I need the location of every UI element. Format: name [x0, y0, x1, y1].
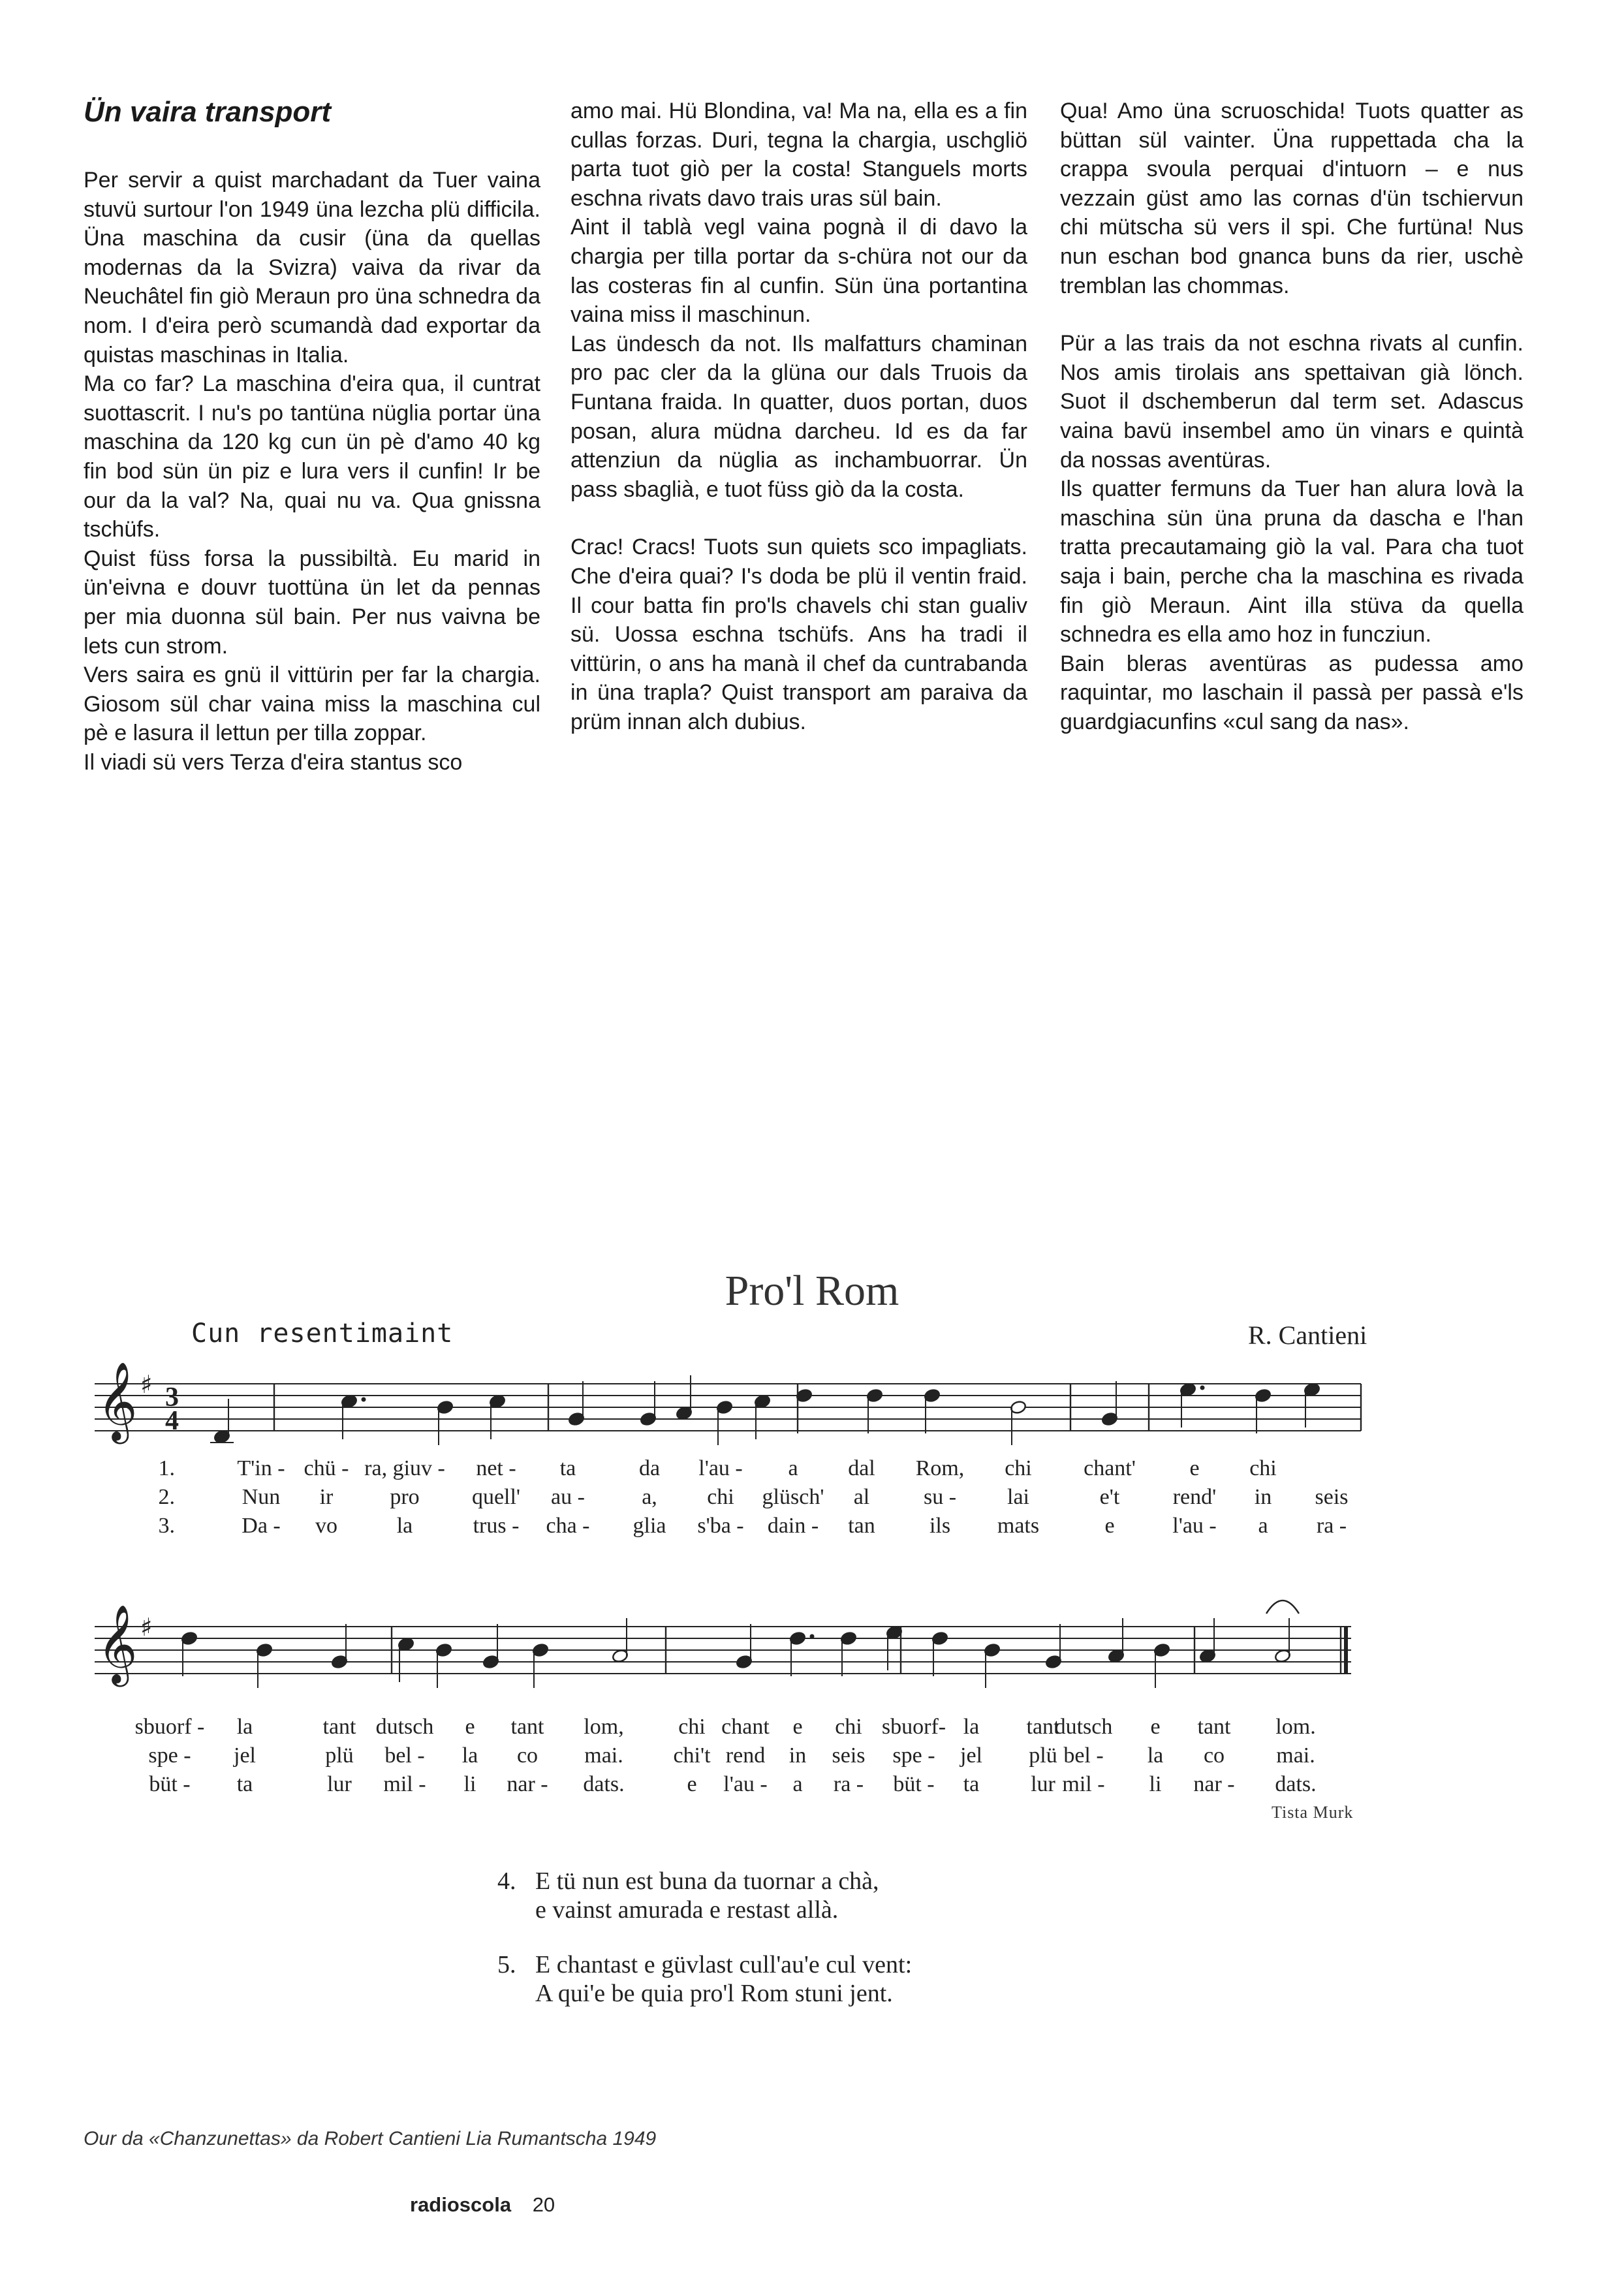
note-dot: [810, 1634, 815, 1639]
lyric-syllable: tant: [1026, 1715, 1060, 1739]
stanza-line: E tü nun est buna da tuornar a chà,: [535, 1867, 879, 1895]
lyric-syllable: ta: [963, 1772, 980, 1796]
lyric-syllable: büt -: [893, 1772, 935, 1796]
lyric-syllable: ir: [319, 1485, 334, 1509]
lyric-syllable: mil -: [383, 1772, 426, 1796]
paragraph: Il viadi sü vers Terza d'eira stantus sco: [84, 749, 463, 775]
lyric-syllable: Da -: [242, 1514, 281, 1538]
stanza-5: [497, 1950, 912, 2008]
note-dot: [362, 1397, 366, 1402]
lyric-syllable: e't: [1099, 1485, 1120, 1509]
article-column-2: [570, 97, 1027, 736]
lyric-syllable: su -: [923, 1485, 957, 1509]
lyric-syllable: bel -: [1063, 1743, 1104, 1768]
key-sharp-icon: ♯: [140, 1370, 153, 1399]
lyric-syllable: e: [687, 1772, 697, 1796]
music-staff-line-1: [0, 1358, 1624, 1547]
lyric-syllable: chi't: [673, 1743, 711, 1768]
stanza-4: [497, 1867, 912, 1924]
lyric-syllable: büt -: [149, 1772, 191, 1796]
lyric-syllable: chi: [835, 1715, 862, 1739]
lyric-syllable: sbuorf-: [881, 1715, 946, 1739]
composer: R. Cantieni: [1248, 1320, 1367, 1350]
lyric-syllable: nar -: [1193, 1772, 1235, 1796]
lyric-syllable: la: [461, 1743, 478, 1768]
paragraph: Pür a las trais da not eschna rivats al cunfin. Nos amis tirolais ans spettaivan già lönch. Suot il dschemberun dal term set. Adascus vaina bavü insembel amo ün vinars e quintà da nossas aventüras.: [1060, 331, 1523, 473]
lyric-syllable: bel -: [384, 1743, 425, 1768]
note-dot: [1200, 1386, 1205, 1390]
verse-number: 2.: [158, 1485, 175, 1509]
page-number: 20: [532, 2193, 555, 2216]
lyric-syllable: jel: [960, 1743, 982, 1768]
treble-clef-icon: 𝄞: [97, 1361, 138, 1441]
lyric-syllable: au -: [551, 1485, 585, 1509]
paragraph: Ma co far? La maschina d'eira qua, il cuntrat suottascrit. I nu's po tantüna nüglia portar üna maschina da 120 kg cun ün pè d'amo 40 kg fin bod sün ün piz e lura vers il cunfin! Ir be our da la val? Na, quai nu va. Qua gnissna tschüfs.: [84, 371, 540, 542]
lyric-syllable: a,: [642, 1485, 657, 1509]
stanza-line: e vainst amurada e restast allà.: [535, 1896, 839, 1924]
lyric-syllable: Rom,: [915, 1456, 965, 1480]
lyric-syllable: ra -: [1316, 1514, 1347, 1538]
lyric-syllable: cha -: [546, 1514, 590, 1538]
lyric-syllable: la: [963, 1715, 980, 1739]
treble-clef-icon: 𝄞: [97, 1604, 138, 1683]
lyric-syllable: seis: [832, 1743, 866, 1768]
lyric-syllable: Nun: [242, 1485, 281, 1509]
time-signature-top: 3: [165, 1382, 179, 1413]
lyric-syllable: dutsch: [375, 1715, 434, 1739]
lyric-syllable: mats: [997, 1514, 1040, 1538]
extra-stanzas: [497, 1867, 912, 2034]
lyric-syllable: ils: [929, 1514, 951, 1538]
lyric-syllable: lur: [1031, 1772, 1055, 1796]
lyric-syllable: tant: [510, 1715, 544, 1739]
lyricist: Tista Murk: [1272, 1803, 1354, 1822]
verse-number: 3.: [158, 1514, 175, 1538]
stanza-line: E chantast e güvlast cull'au'e cul vent:: [535, 1951, 913, 1978]
lyric-syllable: dats.: [583, 1772, 625, 1796]
paragraph: Vers saira es gnü il vittürin per far la chargia. Giosom sül char vaina miss la maschina cul pè e lasura il lettun per tilla zoppar.: [84, 663, 540, 746]
paragraph: Quist füss forsa la pussibiltà. Eu marid in ün'eivna e douvr tuottüna ün let da pennas per mia duonna sül bain. Per nus vaivna be lets cun strom.: [84, 546, 540, 659]
lyric-syllable: co: [516, 1743, 539, 1768]
lyric-syllable: quell': [471, 1485, 521, 1509]
lyric-syllable: la: [236, 1715, 253, 1739]
lyric-syllable: pro: [390, 1485, 420, 1509]
lyric-syllable: lom,: [584, 1715, 624, 1739]
lyric-syllable: chi: [1005, 1456, 1032, 1480]
song-title: Pro'l Rom: [725, 1267, 899, 1315]
lyric-syllable: vo: [315, 1514, 337, 1538]
lyric-syllable: nar -: [507, 1772, 548, 1796]
article-column-1: [84, 97, 540, 777]
lyric-syllable: glia: [632, 1514, 666, 1538]
lyric-syllable: glüsch': [762, 1485, 824, 1509]
lyric-syllable: li: [463, 1772, 476, 1796]
paragraph: Qua! Amo üna scruoschida! Tuots quatter as büttan sül vainter. Üna ruppettada cha la crappa svoula perquai d'intuorn – e nus vezzain güst amo las cornas d'ün tschiervun chi mütscha sü vers il spi. Che furtüna! Nus nun eschan bod gnanca buns da rier, uschè tremblan las chommas.: [1060, 99, 1523, 298]
lyric-syllable: s'ba -: [697, 1514, 744, 1538]
time-signature-bottom: 4: [165, 1406, 179, 1436]
lyric-syllable: in: [789, 1743, 807, 1768]
lyric-syllable: chi: [678, 1715, 706, 1739]
lyric-syllable: l'au -: [723, 1772, 768, 1796]
lyric-syllable: dain -: [767, 1514, 819, 1538]
stanza-number: 4.: [497, 1867, 516, 1895]
paragraph: Ils quatter fermuns da Tuer han alura lovà la maschina sün üna pruna da dascha e l'han tratta precautamaing giò la val. Para cha tuot saja i bain, perche cha la maschina es rivada fin giò Meraun. Aint illa stüva da quella schnedra es ella amo hoz in funcziun.: [1060, 476, 1523, 648]
lyric-syllable: dutsch: [1054, 1715, 1113, 1739]
tempo-marking: Cun resentimaint: [191, 1319, 454, 1349]
lyric-syllable: chi: [1249, 1456, 1277, 1480]
lyric-syllable: e: [1150, 1715, 1161, 1739]
lyric-syllable: a: [792, 1772, 803, 1796]
lyric-syllable: spe -: [148, 1743, 191, 1768]
page-footer: [410, 2193, 555, 2217]
lyric-syllable: chü -: [304, 1456, 349, 1480]
verse-number: 1.: [158, 1456, 175, 1480]
lyric-syllable: da: [638, 1456, 661, 1480]
lyric-syllable: mil -: [1062, 1772, 1105, 1796]
lyric-syllable: ra, giuv -: [364, 1456, 445, 1480]
paragraph: amo mai. Hü Blondina, va! Ma na, ella es a fin cullas forzas. Duri, tegna la chargia, uschgliö parta tuot giò per la costa! Stanguels morts eschna rivats davo trais uras sül bain.: [570, 99, 1027, 211]
lyric-syllable: dal: [848, 1456, 875, 1480]
paragraph: Aint il tablà vegl vaina pognà il di davo la chargia per tilla portar da s-chüra not our da las costeras fin al cunfin. Sün üna portantina vaina miss il maschinun.: [570, 215, 1027, 328]
source-credit: Our da «Chanzunettas» da Robert Cantieni Lia Rumantscha 1949: [84, 2128, 657, 2149]
lyric-syllable: chant: [721, 1715, 770, 1739]
music-staff-line-2: [0, 1586, 1624, 1802]
lyric-syllable: chi: [707, 1485, 734, 1509]
key-sharp-icon: ♯: [140, 1613, 153, 1642]
lyric-syllable: tan: [848, 1514, 875, 1538]
lyric-syllable: tant: [322, 1715, 356, 1739]
lyric-syllable: ta: [236, 1772, 253, 1796]
lyric-syllable: e: [1189, 1456, 1200, 1480]
lyric-syllable: plü: [325, 1743, 354, 1768]
lyric-syllable: net -: [476, 1456, 516, 1480]
lyric-syllable: mai.: [584, 1743, 623, 1768]
lyric-syllable: sbuorf -: [134, 1715, 205, 1739]
lyric-syllable: li: [1149, 1772, 1162, 1796]
lyric-syllable: jel: [234, 1743, 256, 1768]
lyric-syllable: e: [792, 1715, 803, 1739]
lyric-syllable: al: [853, 1485, 870, 1509]
lyric-syllable: a: [1258, 1514, 1268, 1538]
lyric-syllable: l'au -: [698, 1456, 743, 1480]
lyric-syllable: l'au -: [1172, 1514, 1217, 1538]
lyric-syllable: rend': [1172, 1485, 1217, 1509]
lyric-syllable: la: [396, 1514, 413, 1538]
stanza-number: 5.: [497, 1951, 516, 1978]
lyric-syllable: rend: [725, 1743, 766, 1768]
lyric-syllable: dats.: [1275, 1772, 1317, 1796]
article-title: Ün vaira transport: [84, 96, 331, 128]
lyric-syllable: spe -: [892, 1743, 935, 1768]
lyric-syllable: e: [1104, 1514, 1115, 1538]
lyric-syllable: T'in -: [237, 1456, 285, 1480]
article-column-3: [1060, 97, 1523, 736]
lyric-syllable: la: [1147, 1743, 1164, 1768]
lyric-syllable: co: [1203, 1743, 1225, 1768]
fermata-icon: [1266, 1600, 1299, 1614]
paragraph: Las ündesch da not. Ils malfatturs chaminan pro pac cler da la glüna our dals Truois da Funtana fraida. In quatter, duos portan, duos posan, alura müdna darcheu. Id es da far attenziun da nüglia as inchambuorrar. Ün pass sbaglià, e tuot füss giò da la costa.: [570, 331, 1027, 502]
lyric-syllable: seis: [1315, 1485, 1349, 1509]
lyric-syllable: lom.: [1275, 1715, 1316, 1739]
lyric-syllable: mai.: [1276, 1743, 1315, 1768]
stanza-line: A qui'e be quia pro'l Rom stuni jent.: [535, 1980, 893, 2007]
lyric-syllable: lai: [1007, 1485, 1029, 1509]
paragraph: Bain bleras aventüras as pudessa amo raquintar, mo laschain il passà per passà e'ls guardgiacunfins «cul sang da nas».: [1060, 651, 1523, 734]
lyric-syllable: tant: [1197, 1715, 1231, 1739]
lyric-syllable: plü: [1029, 1743, 1057, 1768]
lyric-syllable: lur: [327, 1772, 352, 1796]
lyric-syllable: in: [1254, 1485, 1272, 1509]
lyric-syllable: chant': [1084, 1456, 1136, 1480]
lyric-syllable: ra -: [833, 1772, 864, 1796]
lyric-syllable: e: [465, 1715, 475, 1739]
lyric-syllable: trus -: [473, 1514, 520, 1538]
paragraph: Crac! Cracs! Tuots sun quiets sco impagliats. Che d'eira quai? I's doda be plü il ventin fraid. Il cour batta fin pro'ls chavels chi stan gualiv sü. Uossa eschna tschüfs. Ans ha tradi il vittürin, o ans ha manà il chef da cuntrabanda in üna trapla? Quist transport am paraiva da prüm innan alch dubius.: [570, 535, 1027, 734]
paragraph: Per servir a quist marchadant da Tuer vaina stuvü surtour l'on 1949 üna lezcha plü difficila. Üna maschina da cusir (üna da quellas modernas da la Svizra) vaiva da rivar da Neuchâtel fin giò Meraun pro üna schnedra da nom. I d'eira però scumandà dad exportar da quistas maschinas in Italia.: [84, 168, 540, 367]
lyric-syllable: ta: [559, 1456, 576, 1480]
publication-name: radioscola: [410, 2193, 512, 2216]
lyric-syllable: a: [788, 1456, 798, 1480]
